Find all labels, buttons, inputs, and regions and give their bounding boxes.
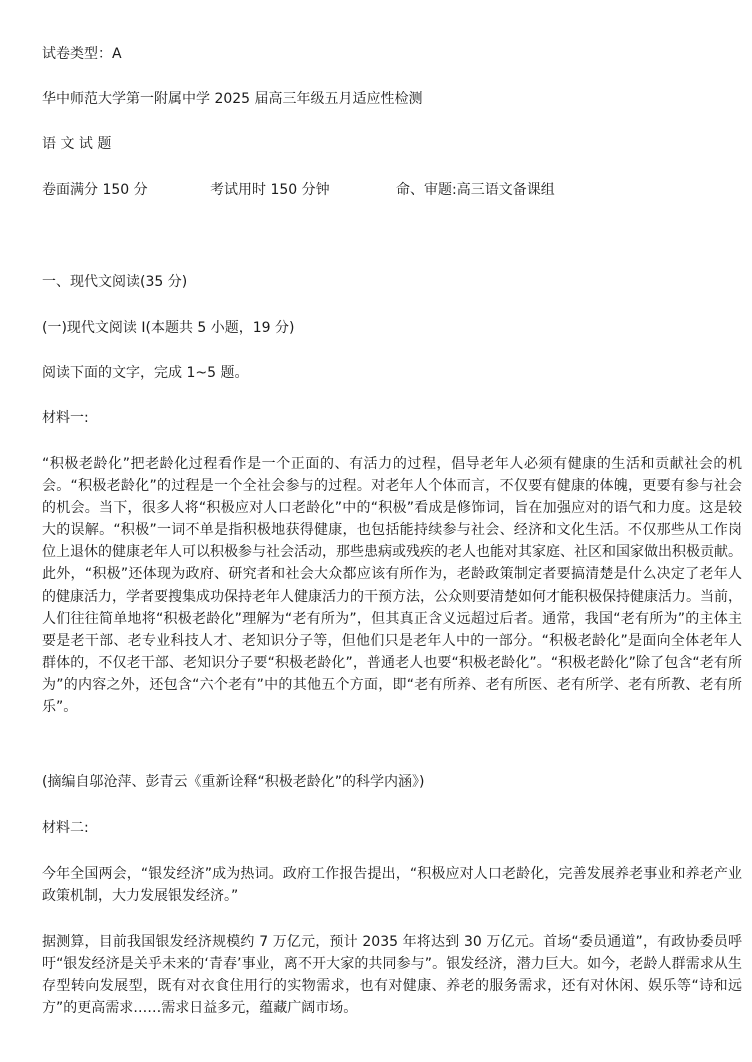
material-one-body: “积极老龄化”把老龄化过程看作是一个正面的、有活力的过程，倡导老年人必须有健康的生活和贡献社会的机会。“积极老龄化”的过程是一个全社会参与的过程。对老年人个体而言，不仅要有健康的体魄，更要有参与社会的机会。当下，很多人将“积极应对人口老龄化”中的“积极”看成是修饰词，旨在加强应对的语气和力度。这是较大的误解。“积极”一词不单是指积极地获得健康，也包括能持续参与社会、经济和文化生活。不仅那些从工作岗位上退休的健康老年人可以积极参与社会活动，那些患病或残疾的老人也能对其家庭、社区和国家做出积极贡献。此外，“积极”还体现为政府、研究者和社会大众都应该有所作为，老龄政策制定者要搞清楚是什么决定了老年人的健康活力，学者要搜集成功保持老年人健康活力的干预方法，公众则要清楚如何才能积极保持健康活力。当前，人们往往简单地将“积极老龄化”理解为“老有所为”，但其真正含义远超过后者。通常，我国“老有所为”的主体主要是老干部、老专业科技人才、老知识分子等，但他们只是老年人中的一部分。“积极老龄化”是面向全体老年人群体的，不仅老干部、老知识分子要“积极老龄化”，普通老人也要“积极老龄化”。“积极老龄化”除了包含“老有所为”的内容之外，还包含“六个老有”中的其他五个方面，即“老有所养、老有所医、老有所学、老有所教、老有所乐”。 bbox=[42, 456, 742, 716]
full-score: 卷面满分 150 分 bbox=[42, 182, 148, 198]
material-two-label: 材料二: bbox=[42, 820, 89, 836]
reading-instruction: 阅读下面的文字，完成 1~5 题。 bbox=[42, 365, 249, 381]
setter-info: 命、审题:高三语文备课组 bbox=[396, 182, 555, 198]
material-two-paragraph-2: 据测算，目前我国银发经济规模约 7 万亿元，预计 2035 年将达到 30 万亿元。首场“委员通道”，有政协委员呼吁“银发经济是关乎未来的‘青春’事业，离不开大家的共同参与”。银发经济，潜力巨大。如今，老龄人群需求从生存型转向发展型，既有对衣食住用行的实物需求，也有对健康、养老的服务需求，还有对休闲、娱乐等“诗和远方”的更高需求……需求日益多元，蕴藏广阔市场。 bbox=[42, 934, 742, 1017]
material-one-label: 材料一: bbox=[42, 410, 89, 426]
material-two-paragraph-1: 今年全国两会，“银发经济”成为热词。政府工作报告提出，“积极应对人口老龄化，完善发展养老事业和养老产业政策机制，大力发展银发经济。” bbox=[42, 866, 742, 905]
subsection-title: (一)现代文阅读 I(本题共 5 小题，19 分) bbox=[42, 320, 295, 336]
material-one-source: (摘编自邬沧萍、彭青云《重新诠释“积极老龄化”的科学内涵》) bbox=[42, 774, 425, 790]
time-limit: 考试用时 150 分钟 bbox=[210, 182, 330, 198]
section-title: 一、现代文阅读(35 分) bbox=[42, 274, 188, 290]
exam-title: 华中师范大学第一附属中学 2025 届高三年级五月适应性检测 bbox=[42, 91, 423, 107]
paper-type: 试卷类型：A bbox=[42, 46, 122, 62]
subject-title: 语 文 试 题 bbox=[42, 136, 112, 152]
